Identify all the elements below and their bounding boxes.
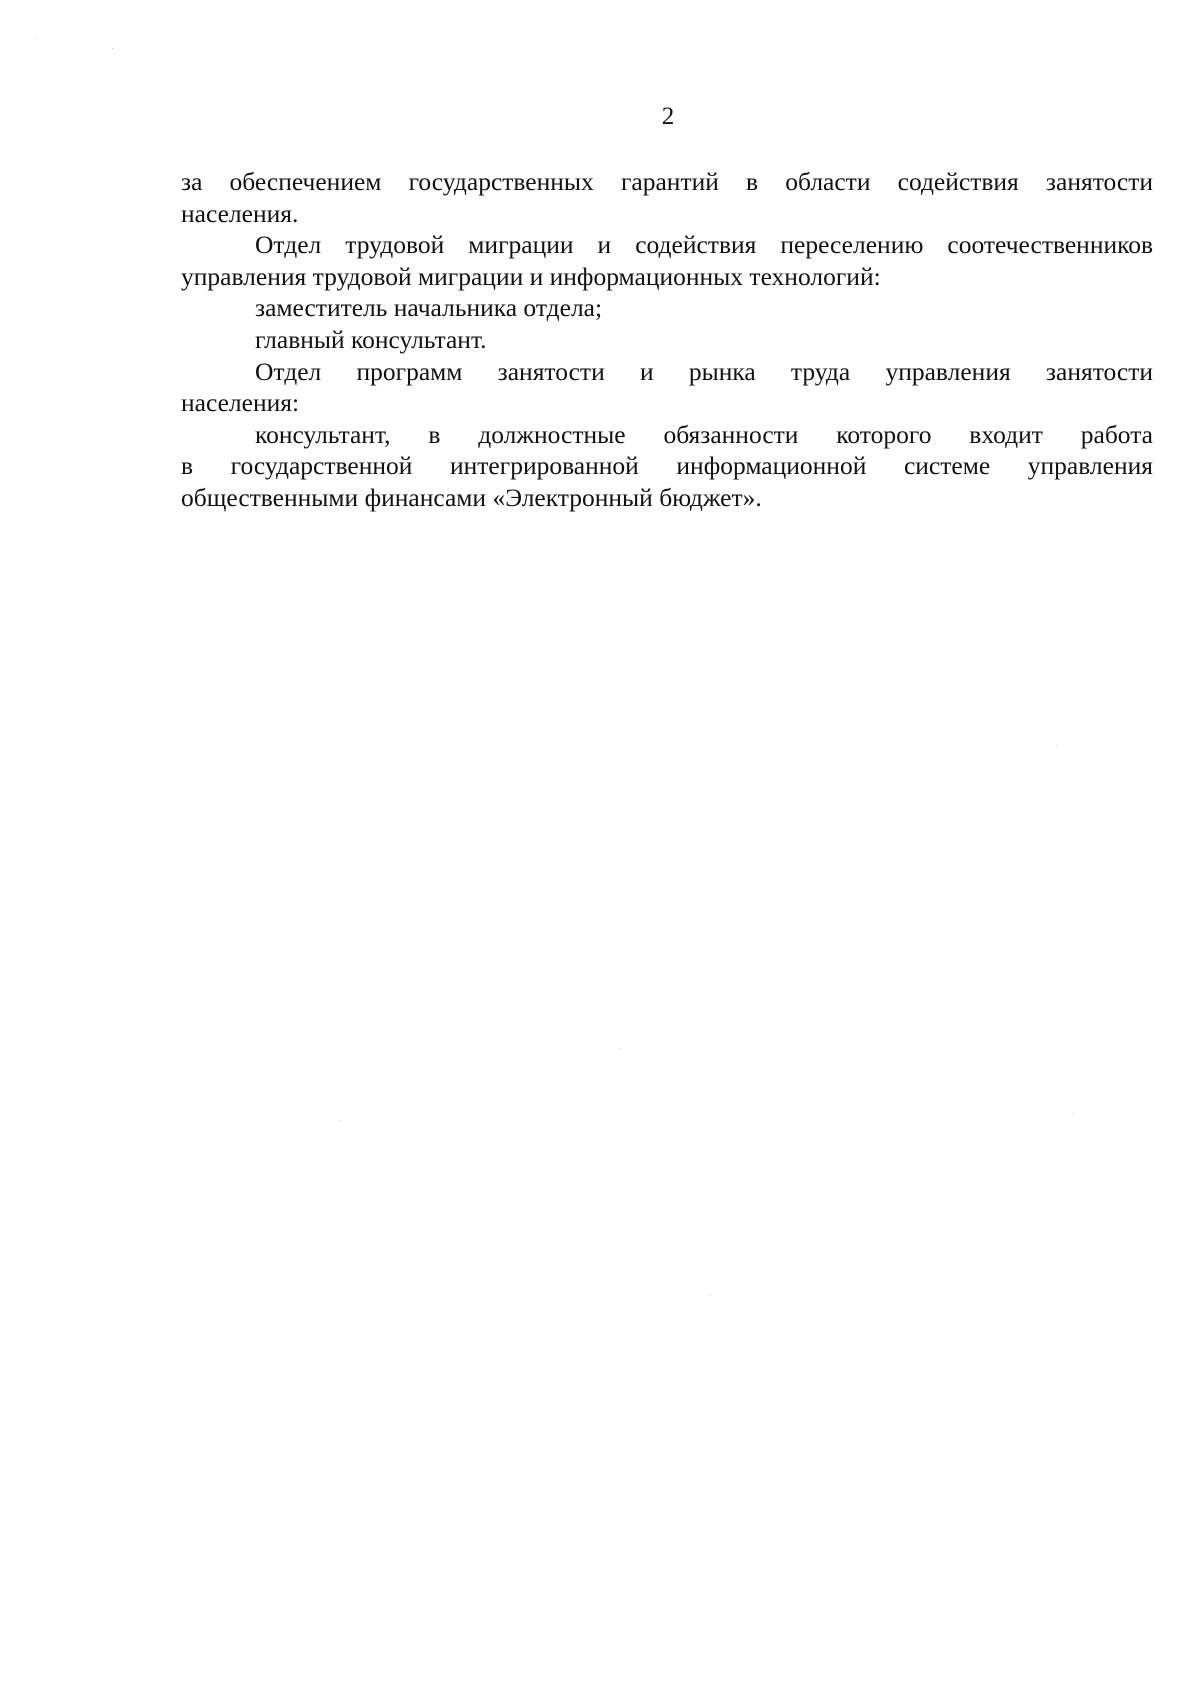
page-number: 2 [661, 103, 675, 130]
text-line: Отдел трудовой миграции и содействия переселению соотечественников [255, 230, 1153, 260]
scan-speck [35, 38, 36, 39]
text-line: заместитель начальника отдела; [255, 293, 603, 323]
text-line: населения. [181, 198, 299, 228]
document-body [181, 166, 1153, 514]
scan-speck [340, 1120, 341, 1121]
text-line: населения: [181, 388, 300, 418]
scan-speck [1056, 746, 1057, 747]
text-line: Отдел программ занятости и рынка труда управления занятости [255, 356, 1153, 386]
scan-speck [620, 1048, 621, 1049]
text-line: в государственной интегрированной информационной системе управления [181, 451, 1153, 481]
scan-speck [112, 48, 113, 49]
text-line: за обеспечением государственных гарантий в области содействия занятости [181, 167, 1153, 196]
text-line: общественными финансами «Электронный бюджет». [181, 482, 762, 512]
scan-speck [1073, 1113, 1074, 1114]
scan-speck [710, 1295, 711, 1296]
text-line: управления трудовой миграции и информационных технологий: [181, 261, 881, 291]
text-line: главный консультант. [255, 324, 487, 354]
text-line: консультант, в должностные обязанности которого входит работа [255, 419, 1153, 449]
